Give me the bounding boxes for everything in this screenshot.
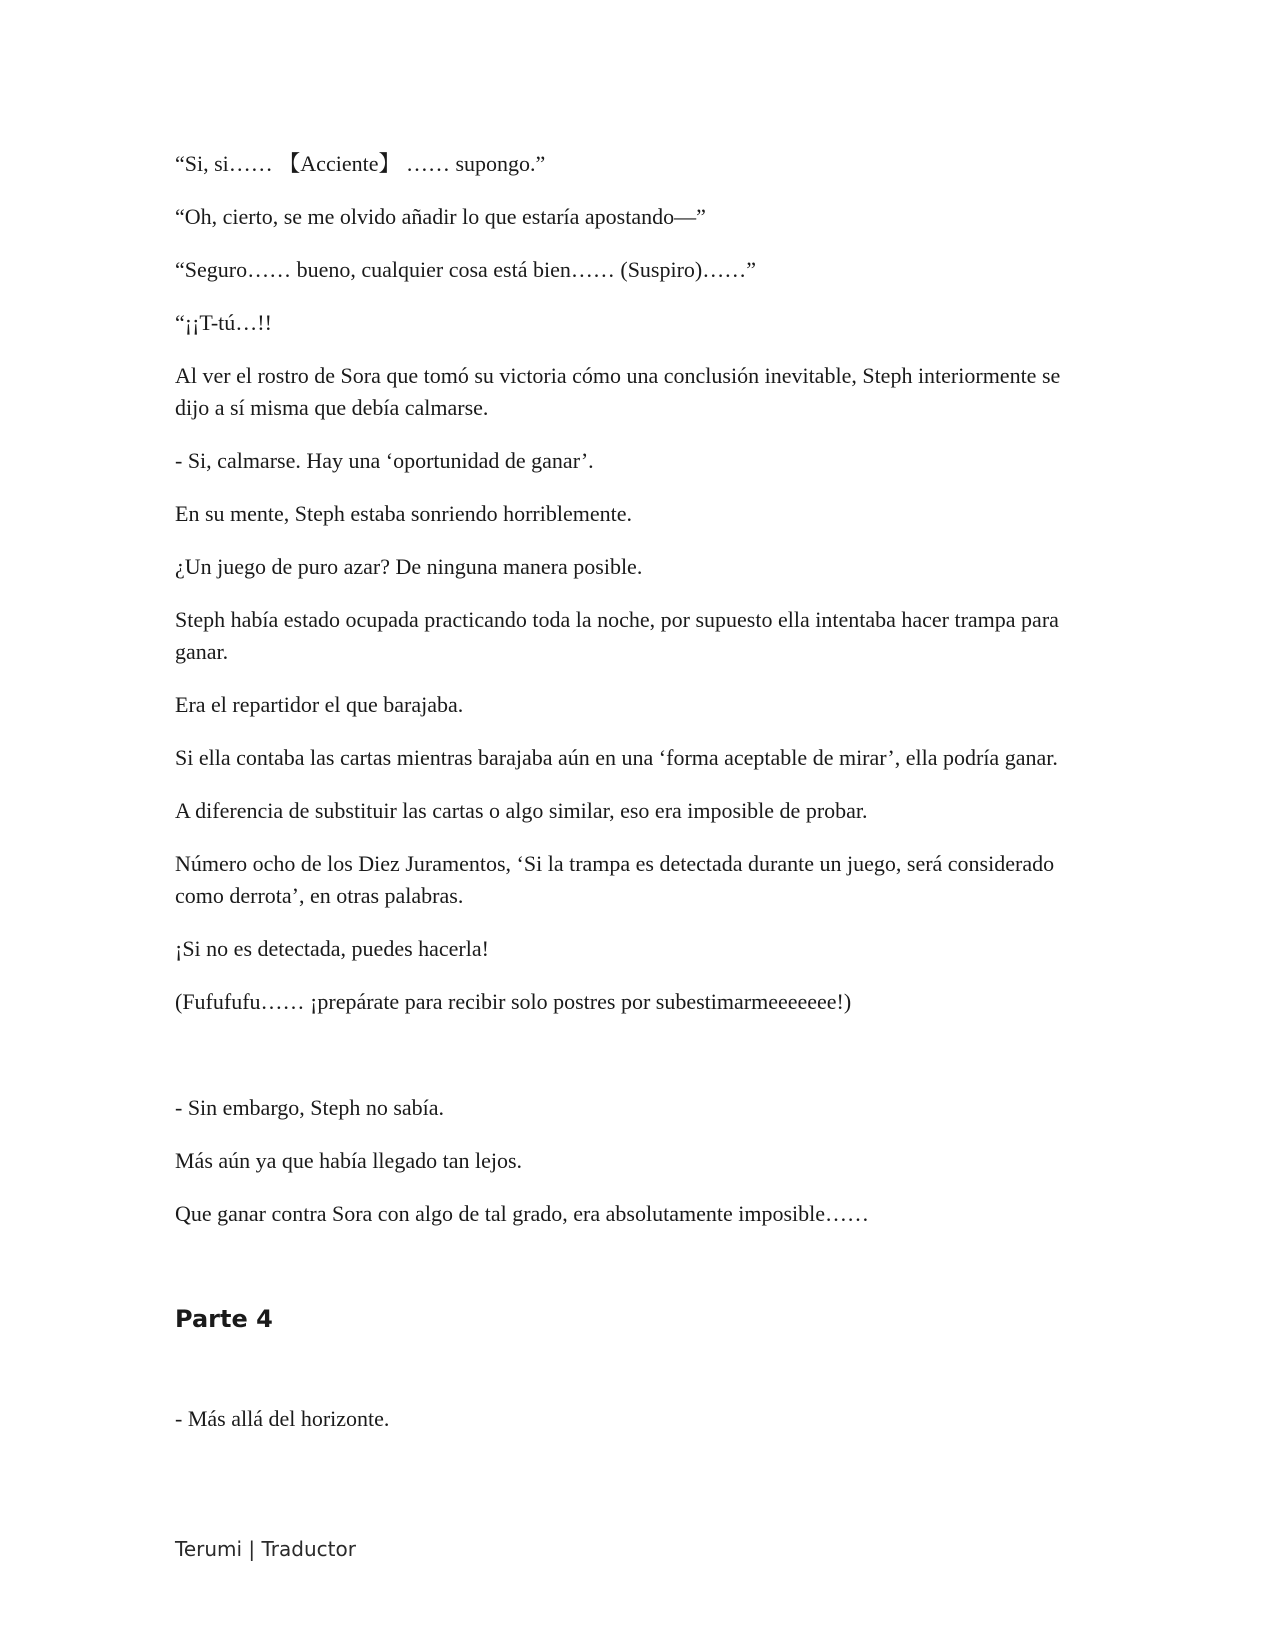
paragraph: “Oh, cierto, se me olvido añadir lo que estaría apostando—” (175, 204, 706, 229)
paragraph: - Si, calmarse. Hay una ‘oportunidad de ganar’. (175, 448, 594, 473)
paragraph: En su mente, Steph estaba sonriendo horriblemente. (175, 501, 632, 526)
paragraph: Más aún ya que había llegado tan lejos. (175, 1148, 523, 1173)
document-body (175, 148, 1065, 1456)
section-heading: Parte 4 (175, 1305, 273, 1333)
paragraph: - Más allá del horizonte. (175, 1406, 390, 1431)
paragraph: ¡Si no es detectada, puedes hacerla! (175, 936, 489, 961)
paragraph: A diferencia de substituir las cartas o algo similar, eso era imposible de probar. (175, 798, 868, 823)
page-footer: Terumi | Traductor (175, 1537, 356, 1561)
paragraph: (Fufufufu…… ¡prepárate para recibir solo postres por subestimarmeeeeeee!) (175, 989, 852, 1014)
paragraph: “Si, si…… 【Acciente】 …… supongo.” (175, 151, 546, 176)
paragraph: Que ganar contra Sora con algo de tal grado, era absolutamente imposible…… (175, 1201, 869, 1226)
paragraph: ¿Un juego de puro azar? De ninguna manera posible. (175, 554, 643, 579)
paragraph: Número ocho de los Diez Juramentos, ‘Si la trampa es detectada durante un juego, será considerado como derrota’, en otras palabras. (175, 851, 1055, 908)
paragraph: “¡¡T-tú…!! (175, 310, 272, 335)
paragraph: - Sin embargo, Steph no sabía. (175, 1095, 445, 1120)
paragraph: “Seguro…… bueno, cualquier cosa está bien…… (Suspiro)……” (175, 257, 757, 282)
paragraph: Era el repartidor el que barajaba. (175, 692, 464, 717)
paragraph: Si ella contaba las cartas mientras barajaba aún en una ‘forma aceptable de mirar’, ella podría ganar. (175, 745, 1058, 770)
paragraph: Steph había estado ocupada practicando toda la noche, por supuesto ella intentaba hacer trampa para ganar. (175, 607, 1059, 664)
paragraph: Al ver el rostro de Sora que tomó su victoria cómo una conclusión inevitable, Steph interiormente se dijo a sí misma que debía calmarse. (175, 363, 1061, 420)
